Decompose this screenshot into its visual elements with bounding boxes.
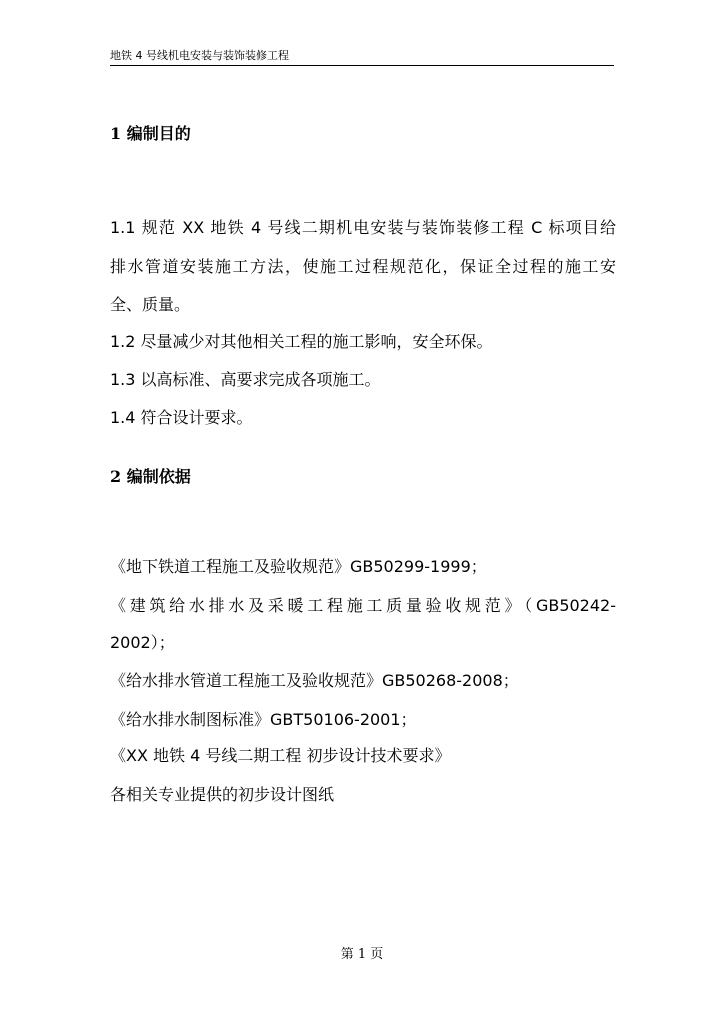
paragraph-line: 1.2 尽量减少对其他相关工程的施工影响，安全环保。: [110, 332, 493, 351]
reference-line: 《给水排水管道工程施工及验收规范》GB50268-2008；: [110, 671, 519, 690]
running-header: 地铁 4 号线机电安装与装饰装修工程: [110, 49, 289, 62]
section-heading-2: 2 编制依据: [110, 467, 191, 486]
reference-line: 《地下铁道工程施工及验收规范》GB50299-1999；: [110, 557, 487, 576]
paragraph-line: 1.1 规范 XX 地铁 4 号线二期机电安装与装饰装修工程 C 标项目给: [110, 218, 616, 237]
section-heading-1: 1 编制目的: [110, 124, 191, 143]
reference-line: 各相关专业提供的初步设计图纸: [110, 785, 335, 804]
reference-line: 《给水排水制图标准》GBT50106-2001；: [110, 710, 417, 729]
header-divider: [110, 65, 614, 66]
paragraph-line: 排水管道安装施工方法，使施工过程规范化，保证全过程的施工安: [110, 257, 616, 276]
paragraph-line: 全、质量。: [110, 295, 191, 314]
reference-line: 《建筑给水排水及采暖工程施工质量验收规范》（GB50242-: [110, 596, 616, 615]
paragraph-line: 1.3 以高标准、高要求完成各项施工。: [110, 370, 381, 389]
reference-line: 2002）；: [110, 633, 175, 652]
page-number: 第 1 页: [340, 947, 384, 962]
reference-line: 《XX 地铁 4 号线二期工程 初步设计技术要求》: [110, 746, 451, 765]
paragraph-line: 1.4 符合设计要求。: [110, 408, 253, 427]
